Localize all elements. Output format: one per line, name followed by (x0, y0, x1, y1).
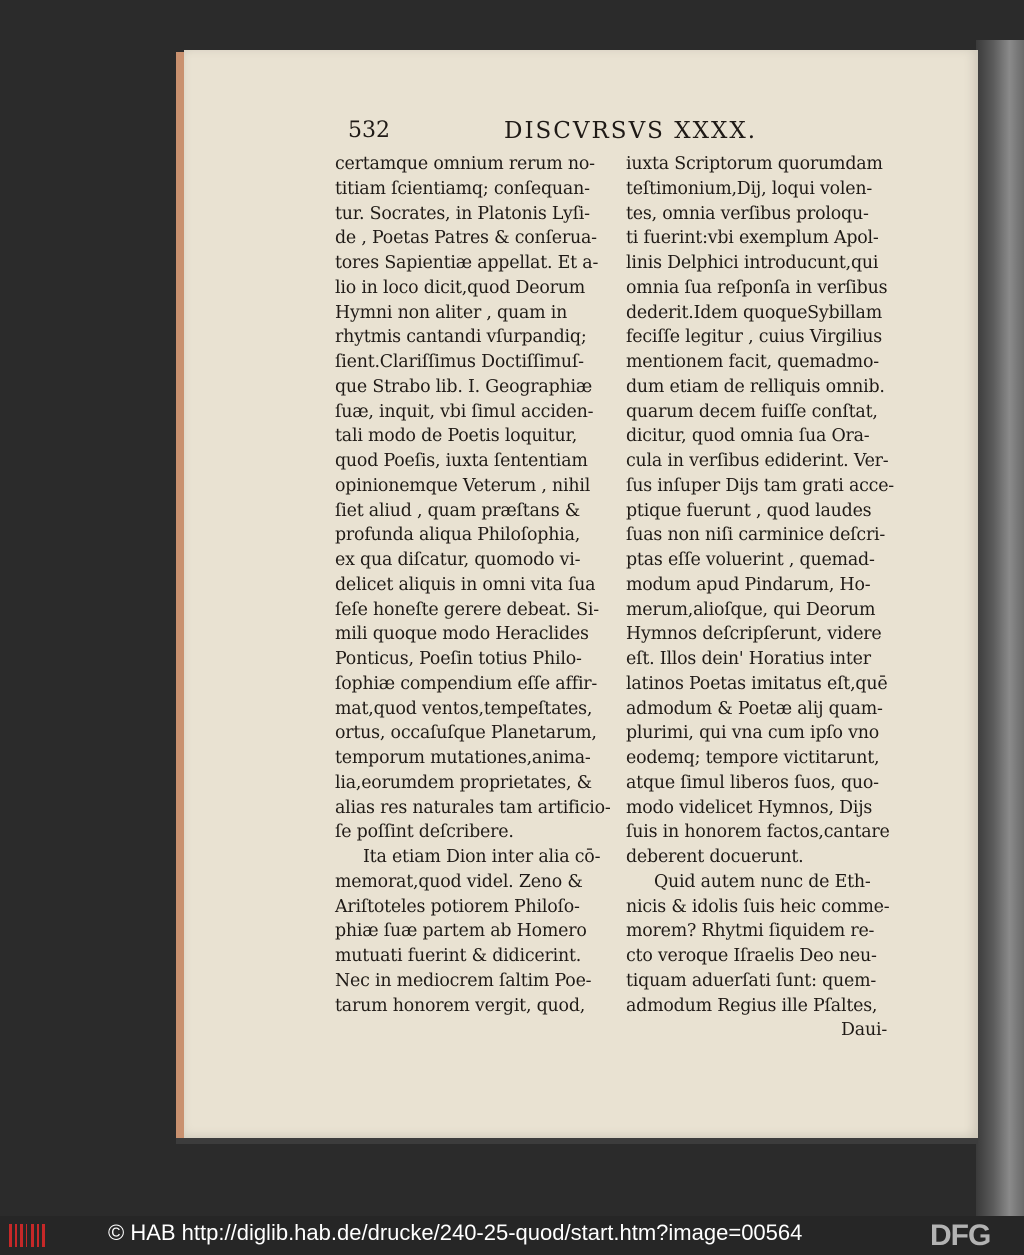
text-line: dum etiam de relliquis omnib. (626, 376, 885, 397)
text-line: ſuis in honorem factos,cantare (626, 822, 890, 843)
text-line: ptas eſſe voluerint , quemad- (626, 550, 875, 570)
text-line: tores Sapientiæ appellat. Et a- (335, 253, 599, 273)
text-line: plurimi, qui vna cum ipſo vno (626, 723, 880, 744)
text-line: ſe poſſint deſcribere. (335, 822, 514, 843)
text-line: latinos Poetas imitatus eſt,quē (626, 673, 888, 694)
text-line: Ita etiam Dion inter alia cō- (363, 847, 601, 867)
left-text-column (335, 152, 617, 1018)
viewer-footer (0, 1216, 1024, 1255)
page-header (348, 118, 778, 150)
text-line: nicis & idolis ſuis heic comme- (626, 896, 890, 917)
text-line: temporum mutationes,anima- (335, 748, 591, 768)
hab-logo-bar (42, 1224, 45, 1247)
text-line: ex qua diſcatur, quomodo vi- (335, 550, 581, 570)
text-line: tur. Socrates, in Platonis Lyſi- (335, 203, 590, 224)
text-line: alias res naturales tam artificio- (335, 797, 611, 818)
text-line: mat,quod ventos,tempeſtates, (335, 698, 593, 719)
text-line: ſus inſuper Dijs tam grati acce- (626, 475, 894, 496)
text-line: mutuati fuerint & didicerint. (335, 946, 582, 966)
hab-logo-bar (15, 1224, 17, 1247)
text-line: atque ſimul liberos ſuos, quo- (626, 772, 879, 793)
text-line: ſuæ, inquit, vbi ſimul acciden- (335, 401, 594, 422)
text-line: morem? Rhytmi ſiquidem re- (626, 921, 875, 942)
catchword: Daui- (841, 1020, 887, 1041)
text-line: ti fuerint:vbi exemplum Apol- (626, 228, 879, 249)
text-line: Hymnos deſcripſerunt, videre (626, 624, 882, 645)
text-line: ſient.Clariſſimus Doctiſſimuſ- (335, 352, 584, 372)
right-text-column (626, 152, 894, 1043)
text-line: teſtimonium,Dij, loqui volen- (626, 178, 873, 199)
text-line: tes, omnia verſibus proloqu- (626, 203, 869, 224)
text-line: merum,alioſque, qui Deorum (626, 599, 876, 620)
text-line: ptique fuerunt , quod laudes (626, 500, 872, 521)
text-line: iuxta Scriptorum quorumdam (626, 154, 883, 174)
text-line: tiquam aduerſati ſunt: quem- (626, 970, 877, 991)
text-line: modo videlicet Hymnos, Dijs (626, 797, 873, 818)
text-line: titiam ſcientiamq; conſequan- (335, 178, 590, 199)
page-number: 532 (348, 118, 390, 143)
copyright-url[interactable]: © HAB http://diglib.hab.de/drucke/240-25-quod/start.htm?image=00564 (108, 1220, 803, 1245)
text-line: Nec in mediocrem ſaltim Poe- (335, 970, 592, 991)
text-line: ſophiæ compendium eſſe affir- (335, 673, 598, 694)
text-line: admodum & Poetæ alij quam- (626, 698, 883, 719)
hab-barcode-logo-icon (8, 1222, 48, 1249)
text-line: opinionemque Veterum , nihil (335, 475, 591, 496)
text-line: deberent docuerunt. (626, 847, 804, 867)
text-line: Ponticus, Poeſin totius Philo- (335, 649, 582, 669)
text-line: profunda aliqua Philoſophia, (335, 525, 581, 546)
text-line: phiæ ſuæ partem ab Homero (335, 921, 587, 942)
hab-logo-bar (31, 1224, 34, 1247)
text-line: tarum honorem vergit, quod, (335, 995, 586, 1016)
text-line: ſuas non niſi carminice deſcri- (626, 525, 886, 546)
text-line: quarum decem fuiſſe conſtat, (626, 401, 878, 422)
text-line: admodum Regius ille Pſaltes, (626, 995, 878, 1016)
text-line: cto veroque Iſraelis Deo neu- (626, 946, 877, 966)
text-line: certamque omnium rerum no- (335, 154, 595, 174)
text-line: ſeſe honeſte gerere debeat. Si- (335, 599, 599, 620)
text-line: ortus, occaſuſque Planetarum, (335, 723, 597, 744)
text-line: dederit.Idem quoqueSybillam (626, 302, 882, 323)
text-line: delicet aliquis in omni vita ſua (335, 574, 596, 595)
text-line: de , Poetas Patres & conſerua- (335, 228, 597, 249)
text-line: mili quoque modo Heraclides (335, 624, 589, 645)
hab-logo-bar (26, 1224, 27, 1247)
text-line: dicitur, quod omnia ſua Ora- (626, 426, 870, 447)
text-line: omnia ſua reſponſa in verſibus (626, 277, 888, 298)
text-line: Quid autem nunc de Eth- (654, 871, 871, 892)
hab-logo-bar (37, 1224, 39, 1247)
text-line: tali modo de Poetis loquitur, (335, 426, 578, 447)
text-line: modum apud Pindarum, Ho- (626, 574, 871, 595)
text-line: memorat,quod videl. Zeno & (335, 871, 583, 892)
text-line: ſiet aliud , quam præſtans & (335, 500, 581, 521)
text-line: feciſſe legitur , cuius Virgilius (626, 327, 882, 348)
text-line: Hymni non aliter , quam in (335, 302, 568, 323)
text-line: lia,eorumdem proprietates, & (335, 772, 592, 793)
text-line: mentionem facit, quemadmo- (626, 352, 879, 372)
page-shadow (176, 1138, 978, 1144)
hab-logo-bar (20, 1224, 23, 1247)
text-line: que Strabo lib. I. Geographiæ (335, 376, 593, 397)
adjacent-page-edge (976, 40, 1024, 1216)
text-line: lio in loco dicit,quod Deorum (335, 277, 586, 298)
text-line: quod Poeſis, iuxta ſententiam (335, 451, 588, 471)
text-line: cula in verſibus ediderint. Ver- (626, 451, 889, 471)
dfg-logo: DFG (930, 1219, 991, 1252)
text-line: Ariſtoteles potiorem Philoſo- (335, 896, 580, 917)
text-line: eodemq; tempore victitarunt, (626, 748, 880, 768)
text-line: linis Delphici introducunt,qui (626, 253, 879, 273)
running-title: DISCVRSVS XXXX. (504, 118, 758, 144)
text-line: eſt. Illos dein' Horatius inter (626, 649, 871, 669)
hab-logo-bar (9, 1224, 12, 1247)
text-line: rhytmis cantandi vſurpandiq; (335, 327, 587, 348)
